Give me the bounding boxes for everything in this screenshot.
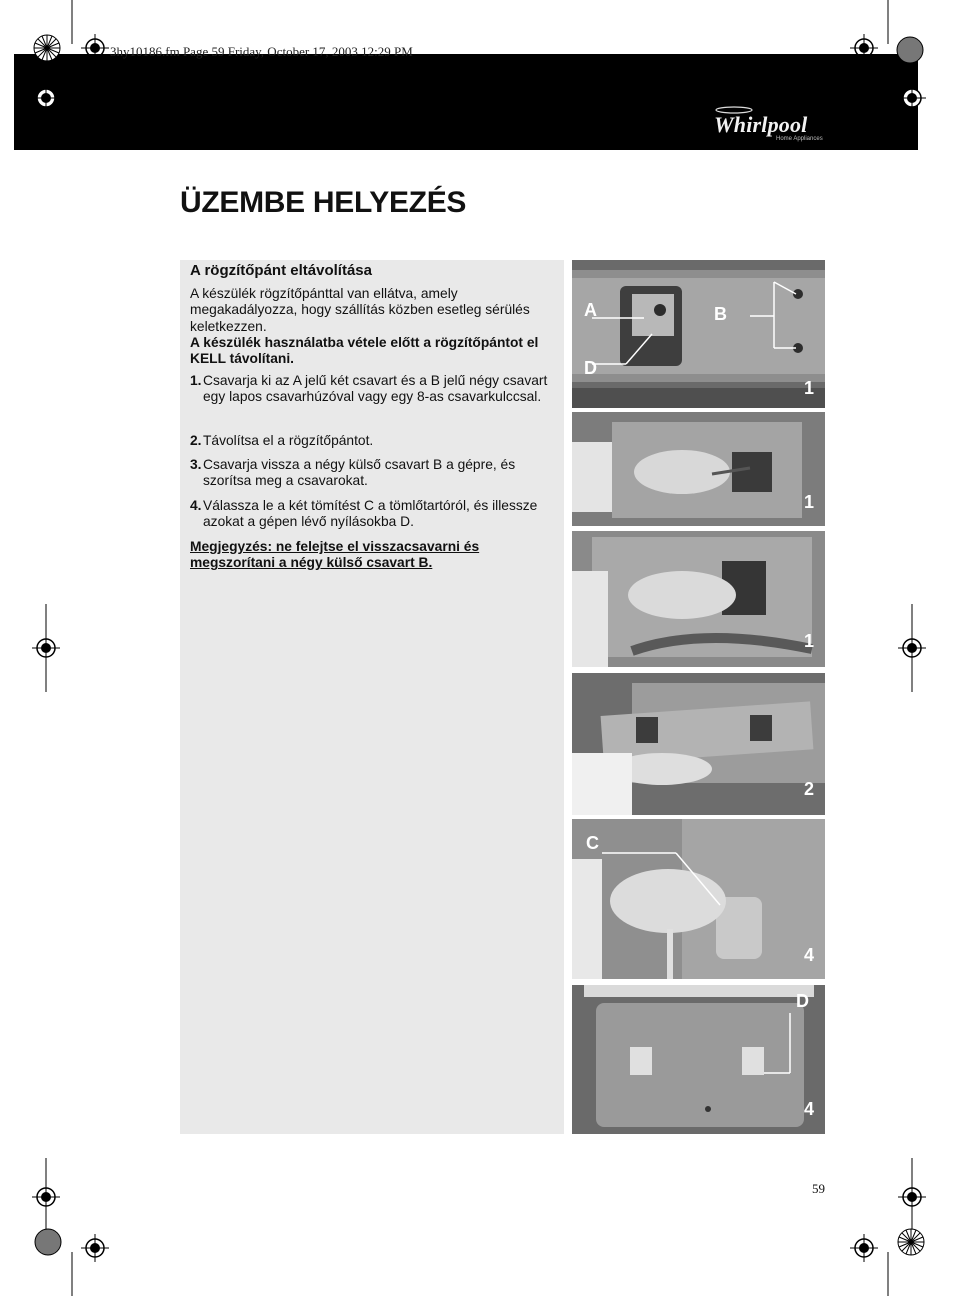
registration-mark-icon xyxy=(81,1234,109,1262)
step-label: 1 xyxy=(804,378,815,398)
page-number: 59 xyxy=(812,1181,825,1196)
callout-a: A xyxy=(584,300,597,320)
step-text: Csavarja ki az A jelű két csavart és a B jelű négy csavart egy lapos csavarhúzóval vagy egy 8-as csavarkulccsal. xyxy=(203,373,548,405)
callout-d: D xyxy=(584,358,597,378)
page-title: ÜZEMBE HELYEZÉS xyxy=(180,186,467,219)
step-text: Válassza le a két tömítést C a tömlőtartóról, és illessze azokat a gépen lévő nyílásokba D. xyxy=(203,498,538,530)
step-number: 2. xyxy=(190,433,202,448)
registration-mark-icon xyxy=(898,1183,926,1211)
starburst-mark-icon xyxy=(33,34,61,62)
registration-mark-icon xyxy=(32,1183,60,1211)
step-label: 2 xyxy=(804,779,815,799)
gray-circle-mark-icon xyxy=(896,36,924,64)
step-number: 1. xyxy=(190,373,202,388)
logo-tagline: Home Appliances xyxy=(776,136,823,142)
callout-d: D xyxy=(796,991,809,1011)
warning-paragraph: A készülék használatba vétele előtt a rögzítőpántot el KELL távolítani. xyxy=(190,335,539,367)
registration-mark-icon xyxy=(32,634,60,662)
intro-paragraph: A készülék rögzítőpánttal van ellátva, amely megakadályozza, hogy szállítás közben esetleg sérülés keletkezzen. xyxy=(190,286,530,334)
registration-mark-icon xyxy=(850,1234,878,1262)
starburst-mark-icon xyxy=(897,1228,925,1256)
registration-mark-icon xyxy=(850,34,878,62)
step-text: Csavarja vissza a négy külső csavart B a gépre, és szorítsa meg a csavarokat. xyxy=(203,457,516,489)
registration-mark-icon xyxy=(32,84,60,112)
callout-c: C xyxy=(586,833,599,853)
step-label: 4 xyxy=(804,945,815,965)
step-label: 4 xyxy=(804,1099,815,1119)
callout-b: B xyxy=(714,304,727,324)
section-heading: A rögzítőpánt eltávolítása xyxy=(190,262,372,279)
step-number: 4. xyxy=(190,498,202,513)
gray-circle-mark-icon xyxy=(34,1228,62,1256)
registration-mark-icon xyxy=(898,634,926,662)
step-number: 3. xyxy=(190,457,202,472)
registration-mark-icon xyxy=(81,34,109,62)
note-paragraph: Megjegyzés: ne felejtse el visszacsavarni és megszorítani a négy külső csavart B. xyxy=(190,539,480,571)
step-text: Távolítsa el a rögzítőpántot. xyxy=(203,433,374,448)
step-label: 1 xyxy=(804,492,815,512)
registration-mark-icon xyxy=(898,84,926,112)
logo-wordmark: Whirlpool xyxy=(714,112,808,137)
print-slug: 3hy10186.fm Page 59 Friday, October 17, 2003 12:29 PM xyxy=(110,44,413,59)
step-label: 1 xyxy=(804,631,815,651)
